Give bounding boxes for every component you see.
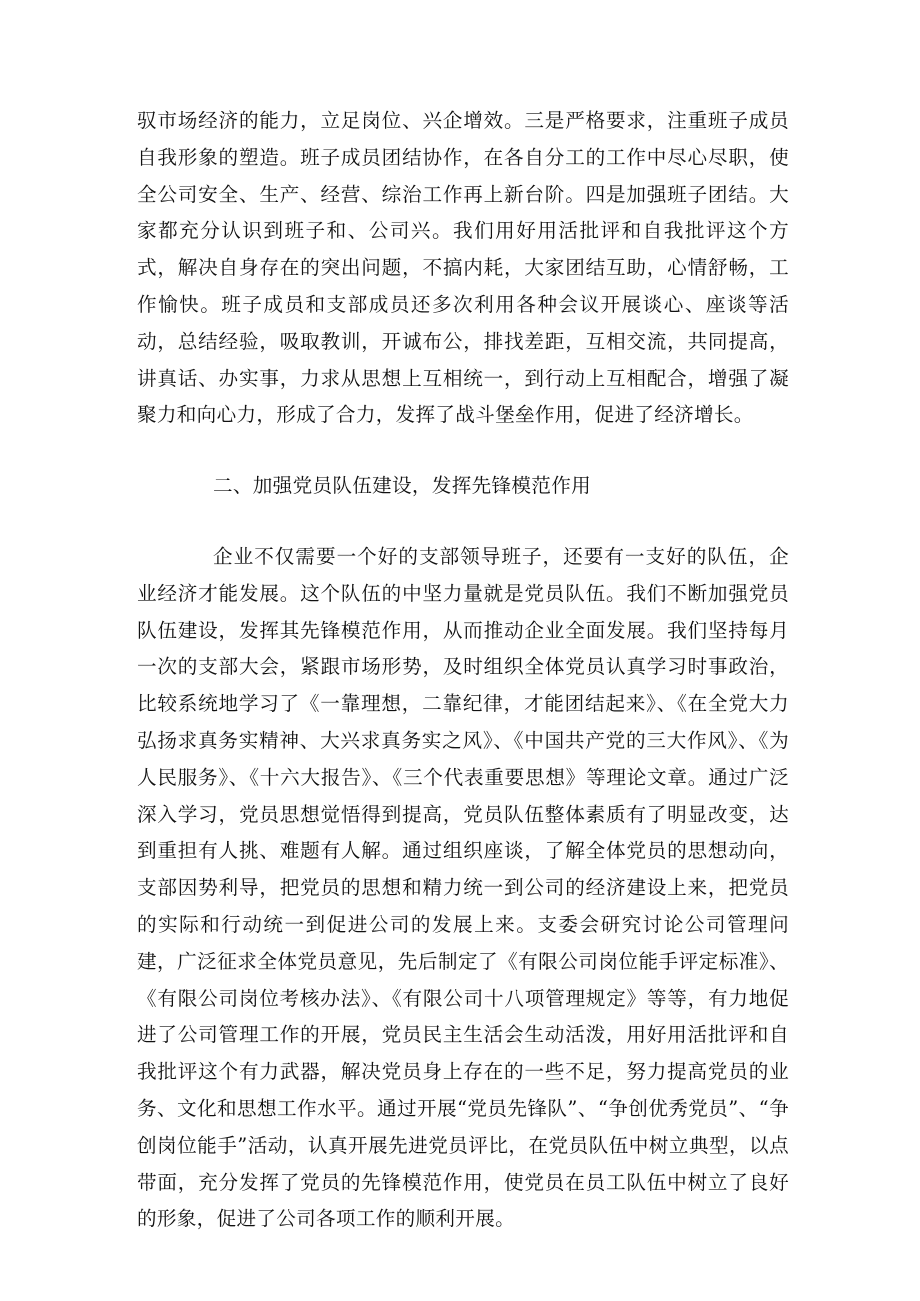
body-paragraph: 驭市场经济的能力，立足岗位、兴企增效。三是严格要求，注重班子成员自我形象的塑造。班子成员团结协作，在各自分工的工作中尽心尽职，使全公司安全、生产、经营、综治工作再上新台阶。四是加强班子团结。大家都充分认识到班子和、公司兴。我们用好用活批评和自我批评这个方式，解决自身存在的突出问题，不搞内耗，大家团结互助，心情舒畅，工作愉快。班子成员和支部成员还多次利用各种会议开展谈心、座谈等活动，总结经验，吸取教训，开诚布公，排找差距，互相交流，共同提高，讲真话、办实事，力求从思想上互相统一，到行动上互相配合，增强了凝聚力和向心力，形成了合力，发挥了战斗堡垒作用，促进了经济增长。 bbox=[137, 109, 789, 427]
document-page bbox=[137, 103, 789, 1238]
section-heading: 二、加强党员队伍建设，发挥先锋模范作用 bbox=[213, 474, 591, 498]
body-paragraph: 企业不仅需要一个好的支部领导班子，还要有一支好的队伍，企业经济才能发展。这个队伍的中坚力量就是党员队伍。我们不断加强党员队伍建设，发挥其先锋模范作用，从而推动企业全面发展。我们坚持每月一次的支部大会，紧跟市场形势，及时组织全体党员认真学习时事政治，比较系统地学习了《一靠理想，二靠纪律，才能团结起来》、《在全党大力弘扬求真务实精神、大兴求真务实之风》、《中国共产党的三大作风》、《为人民服务》、《十六大报告》、《三个代表重要思想》等理论文章。通过广泛深入学习，党员思想觉悟得到提高，党员队伍整体素质有了明显改变，达到重担有人挑、难题有人解。通过组织座谈，了解全体党员的思想动向，支部因势利导，把党员的思想和精力统一到公司的经济建设上来，把党员的实际和行动统一到促进公司的发展上来。支委会研究讨论公司管理问建，广泛征求全体党员意见，先后制定了《有限公司岗位能手评定标准》、《有限公司岗位考核办法》、《有限公司十八项管理规定》等等，有力地促进了公司管理工作的开展，党员民主生活会生动活泼，用好用活批评和自我批评这个有力武器，解决党员身上存在的一些不足，努力提高党员的业务、文化和思想工作水平。通过开展“党员先锋队”、“争创优秀党员”、“争创岗位能手”活动，认真开展先进党员评比，在党员队伍中树立典型，以点带面，充分发挥了党员的先锋模范作用，使党员在员工队伍中树立了良好的形象，促进了公司各项工作的顺利开展。 bbox=[137, 544, 789, 1231]
